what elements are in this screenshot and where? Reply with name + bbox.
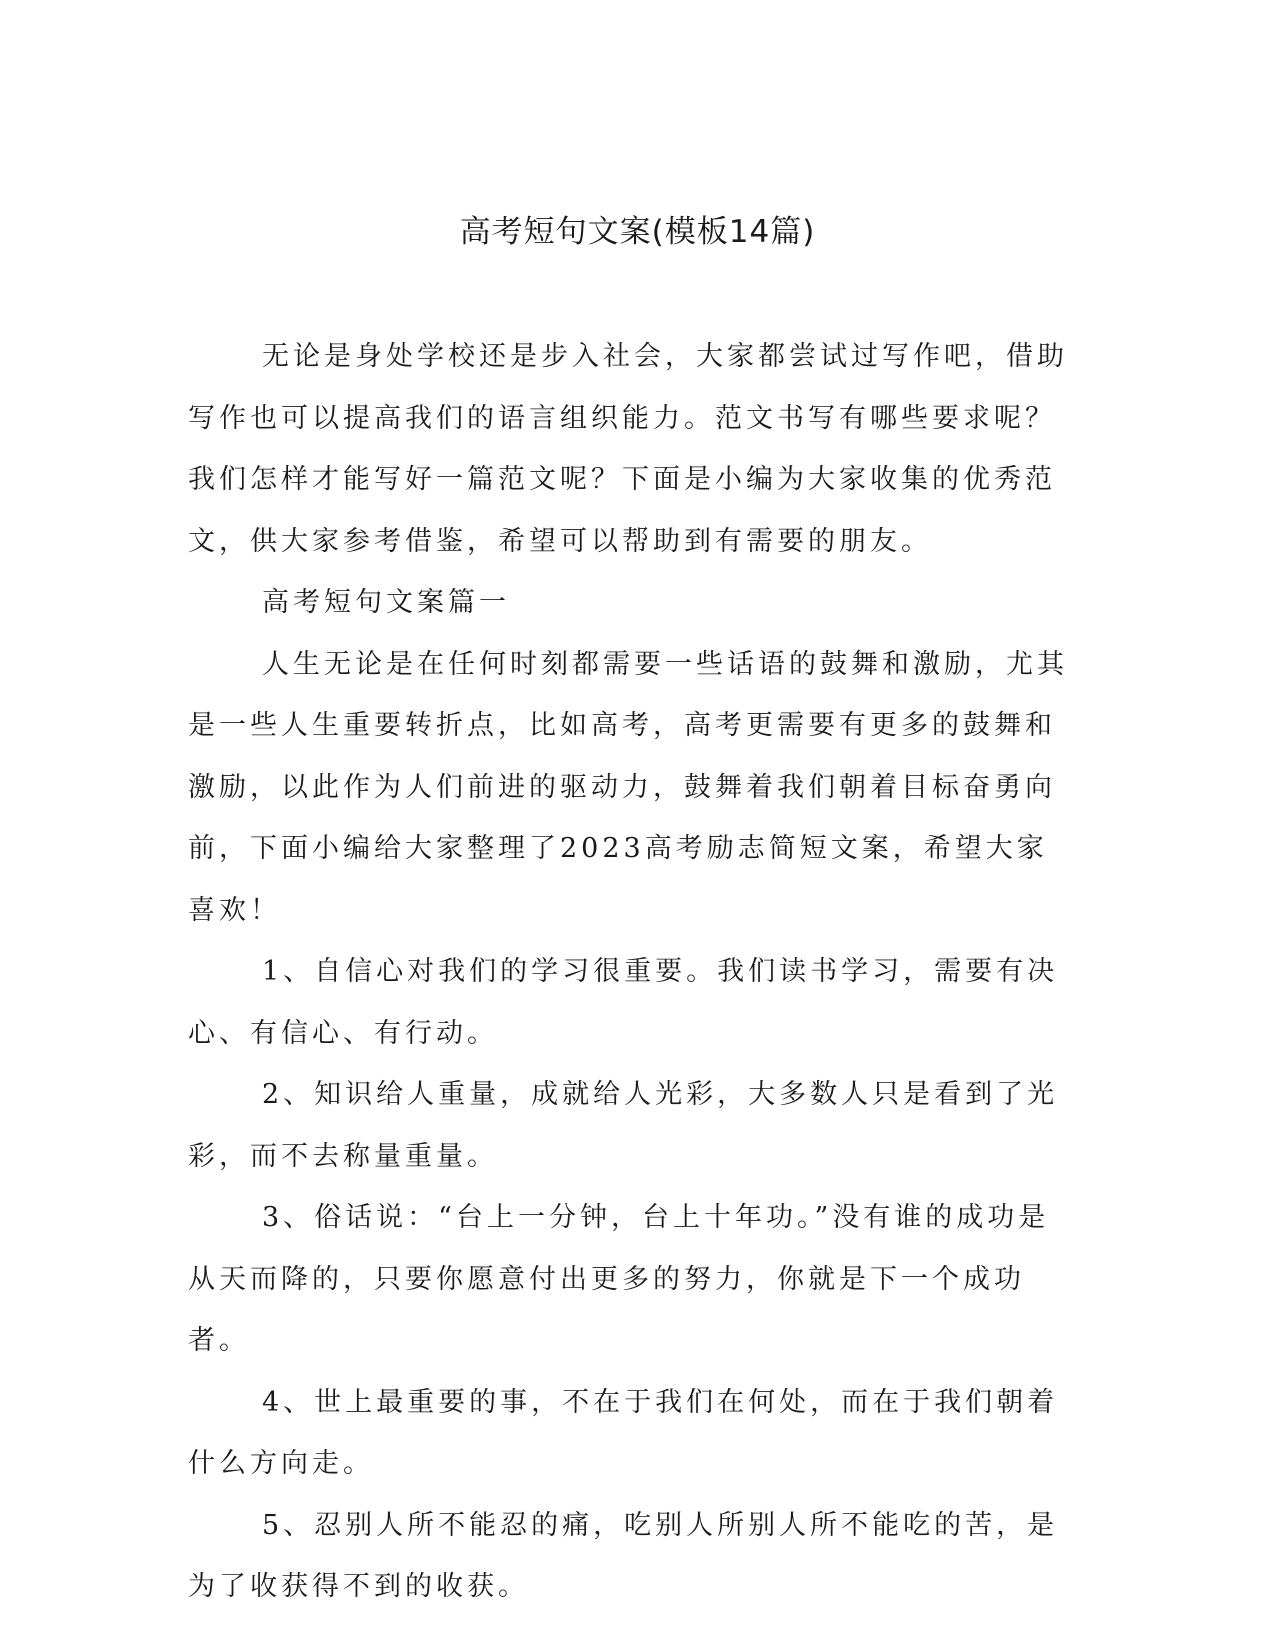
list-item: 5、忍别人所不能忍的痛，吃别人所别人所不能吃的苦，是为了收获得不到的收获。: [188, 1509, 1059, 1602]
list-item: 3、俗话说：“台上一分钟，台上十年功。”没有谁的成功是从天而降的，只要你愿意付出更多的努力，你就是下一个成功者。: [188, 1202, 1050, 1356]
document-body: [188, 326, 1068, 1618]
section-heading: 高考短句文案篇一: [262, 587, 510, 618]
list-item: 1、自信心对我们的学习很重要。我们读书学习，需要有决心、有信心、有行动。: [188, 956, 1059, 1049]
list-item: 2、知识给人重量，成就给人光彩，大多数人只是看到了光彩，而不去称量重量。: [188, 1079, 1059, 1172]
list-item: 4、世上最重要的事，不在于我们在何处，而在于我们朝着什么方向走。: [188, 1386, 1059, 1479]
body-paragraph: 人生无论是在任何时刻都需要一些话语的鼓舞和激励，尤其是一些人生重要转折点，比如高考，高考更需要有更多的鼓舞和激励，以此作为人们前进的驱动力，鼓舞着我们朝着目标奋勇向前，下面小编给大家整理了2023高考励志简短文案，希望大家喜欢！: [188, 648, 1068, 926]
document-title: 高考短句文案(模板14篇): [459, 214, 816, 250]
intro-paragraph: 无论是身处学校还是步入社会，大家都尝试过写作吧，借助写作也可以提高我们的语言组织能力。范文书写有哪些要求呢？我们怎样才能写好一篇范文呢？下面是小编为大家收集的优秀范文，供大家参考借鉴，希望可以帮助到有需要的朋友。: [188, 341, 1068, 557]
